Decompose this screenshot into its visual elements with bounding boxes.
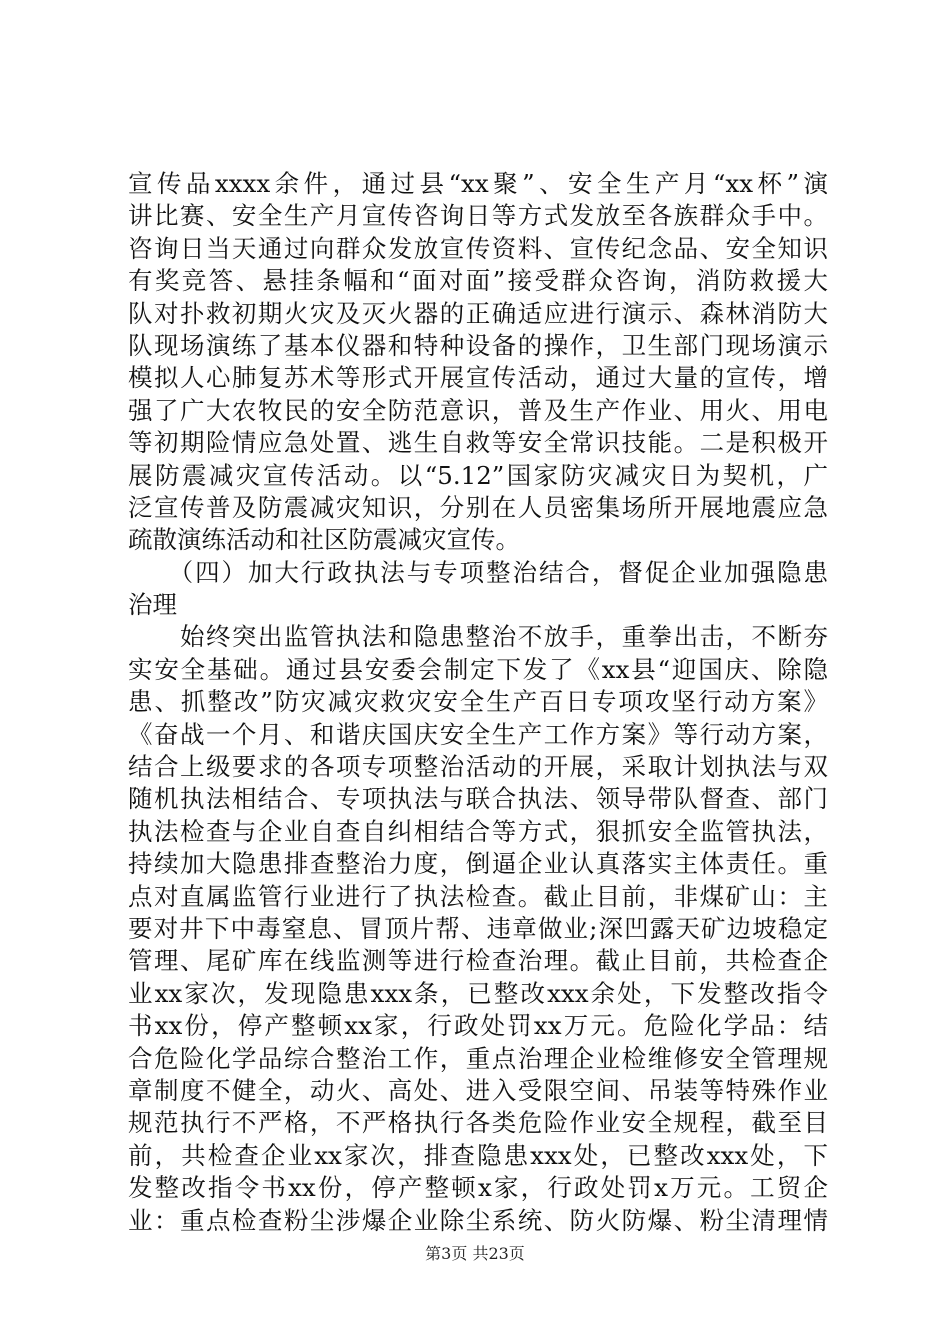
section-heading-line: （四）加大行政执法与专项整治结合，督促企业加强隐患 (128, 557, 828, 587)
text-line: 发整改指令书xx份，停产整顿x家，行政处罚x万元。工贸企 (128, 1173, 828, 1203)
text-line: 强了广大农牧民的安全防范意识，普及生产作业、用火、用电 (128, 395, 828, 425)
text-line: 实安全基础。通过县安委会制定下发了《xx县“迎国庆、除隐 (128, 654, 828, 684)
text-line: 结合上级要求的各项专项整治活动的开展，采取计划执法与双 (128, 752, 828, 782)
text-line: 前，共检查企业xx家次，排查隐患xxx处，已整改xxx处，下 (128, 1140, 828, 1170)
page-number-footer: 第3页 共23页 (425, 1244, 525, 1263)
text-line: 业xx家次，发现隐患xxx条，已整改xxx余处，下发整改指令 (128, 978, 828, 1008)
text-line: 业：重点检查粉尘涉爆企业除尘系统、防火防爆、粉尘清理情 (128, 1205, 828, 1235)
text-line: 要对井下中毒窒息、冒顶片帮、违章做业;深凹露天矿边坡稳定 (128, 913, 828, 943)
text-line: 管理、尾矿库在线监测等进行检查治理。截止目前，共检查企 (128, 946, 828, 976)
text-line: 咨询日当天通过向群众发放宣传资料、宣传纪念品、安全知识 (128, 233, 828, 263)
text-line: 泛宣传普及防震减灾知识，分别在人员密集场所开展地震应急 (128, 492, 828, 522)
text-line: 书xx份，停产整顿xx家，行政处罚xx万元。危险化学品：结 (128, 1011, 828, 1041)
text-line: 章制度不健全，动火、高处、进入受限空间、吊装等特殊作业 (128, 1075, 828, 1105)
text-line: 持续加大隐患排查整治力度，倒逼企业认真落实主体责任。重 (128, 849, 828, 879)
text-line: 点对直属监管行业进行了执法检查。截止目前，非煤矿山：主 (128, 881, 828, 911)
text-line: 《奋战一个月、和谐庆国庆安全生产工作方案》等行动方案， (128, 719, 828, 749)
text-line: 宣传品xxxx余件，通过县“xx聚”、安全生产月“xx杯”演 (128, 169, 828, 198)
text-line: 始终突出监管执法和隐患整治不放手，重拳出击，不断夯 (128, 622, 828, 652)
section-heading-line: 治理 (128, 590, 177, 620)
text-line: 队现场演练了基本仪器和特种设备的操作，卫生部门现场演示 (128, 330, 828, 360)
text-line: 等初期险情应急处置、逃生自救等安全常识技能。二是积极开 (128, 428, 828, 458)
text-line: 随机执法相结合、专项执法与联合执法、领导带队督查、部门 (128, 784, 828, 814)
body-text (128, 168, 828, 1237)
text-line: 规范执行不严格，不严格执行各类危险作业安全规程，截至目 (128, 1108, 828, 1138)
text-line: 队对扑救初期火灾及灭火器的正确适应进行演示、森林消防大 (128, 298, 828, 328)
text-line: 有奖竞答、悬挂条幅和“面对面”接受群众咨询，消防救援大 (128, 266, 828, 296)
text-line: 患、抓整改”防灾减灾救灾安全生产百日专项攻坚行动方案》 (128, 687, 828, 717)
text-line: 模拟人心肺复苏术等形式开展宣传活动，通过大量的宣传，增 (128, 363, 828, 393)
text-line: 展防震减灾宣传活动。以“5.12”国家防灾减灾日为契机，广 (128, 460, 828, 490)
text-line: 执法检查与企业自查自纠相结合等方式，狠抓安全监管执法， (128, 816, 828, 846)
text-line: 讲比赛、安全生产月宣传咨询日等方式发放至各族群众手中。 (128, 201, 828, 231)
text-line: 疏散演练活动和社区防震减灾宣传。 (128, 525, 520, 555)
text-line: 合危险化学品综合整治工作，重点治理企业检维修安全管理规 (128, 1043, 828, 1073)
